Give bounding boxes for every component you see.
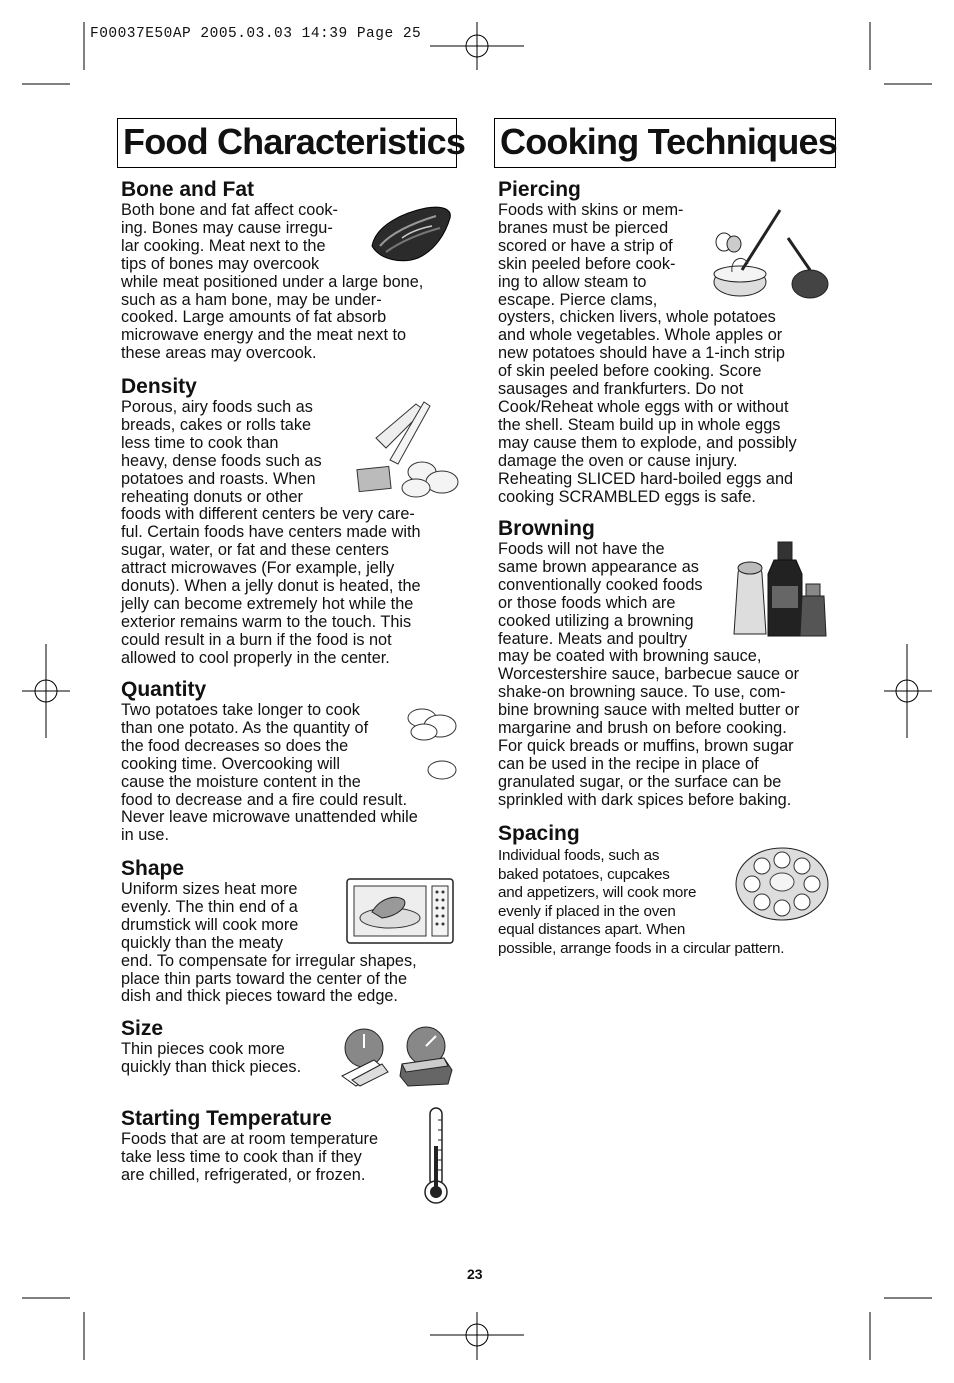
density-text: Porous, airy foods such as breads, cakes or rolls take less time to cook than heavy, dense foods such as potatoes and roasts. When reheating donuts or other foods with different centers be very care- ful. Certain foods have centers made with sugar, water, or fat and these centers attract microwaves (For example, jelly donuts). When a jelly donut is heated, the jelly can become extremely hot while the exterior remains warm to the touch. This could result in a burn if the food is not allowed to cool properly in the center.: [121, 398, 421, 667]
spacing-heading: Spacing: [498, 822, 580, 845]
size-heading: Size: [121, 1017, 164, 1040]
bone-and-fat-heading: Bone and Fat: [121, 178, 255, 201]
shape-heading: Shape: [121, 857, 185, 880]
circular-arrangement-illustration: [734, 846, 832, 924]
browning-text: Foods will not have the same brown appearance as conventionally cooked foods or those foods which are cooked utilizing a browning feature. Meats and poultry may be coated with browning sauce, Worcestershire sauce, barbecue sauce or shake-on browning sauce. To use, com- bine browning sauce with melted butter or margarine and brush on before cooking. For quick breads or muffins, brown sugar can be used in the recipe in place of granulated sugar, or the surface can be sprinkled with dark spices before baking.: [498, 540, 800, 809]
starting-temperature-heading: Starting Temperature: [121, 1107, 332, 1130]
bone-and-fat-text: Both bone and fat affect cook- ing. Bones may cause irregu- lar cooking. Meat next to the tips of bones may overcook while meat positioned under a large bone, such as a ham bone, may be under- cooked. Large amounts of fat absorb microwave energy and the meat next to these areas may overcook.: [121, 201, 424, 363]
page-number: 23: [467, 1266, 483, 1282]
whisk-bowl-and-pan-illustration: [708, 202, 834, 302]
steak-illustration: [366, 202, 456, 264]
shape-text: Uniform sizes heat more evenly. The thin end of a drumstick will cook more quickly than the meaty end. To compensate for irregular shapes, place thin parts toward the center of the dish and thick pieces toward the edge.: [121, 880, 417, 1006]
quantity-heading: Quantity: [121, 678, 207, 701]
clocks-and-food-illustration: [338, 1026, 458, 1088]
starting-temperature-text: Foods that are at room temperature take less time to cook than if they are chilled, refrigerated, or frozen.: [121, 1130, 379, 1184]
piercing-heading: Piercing: [498, 178, 581, 201]
potatoes-illustration: [404, 704, 458, 784]
density-heading: Density: [121, 375, 197, 398]
food-characteristics-title: Food Characteristics: [117, 118, 457, 168]
cooking-techniques-title: Cooking Techniques: [494, 118, 836, 168]
print-slug: F00037E50AP 2005.03.03 14:39 Page 25: [90, 26, 422, 42]
sauce-bottles-illustration: [728, 538, 832, 640]
bread-and-potatoes-illustration: [354, 398, 460, 500]
piercing-text: Foods with skins or mem- branes must be pierced scored or have a strip of skin peeled before cook- ing to allow steam to escape. Pierce clams, oysters, chicken livers, whole potatoes and whole vegetables. Whole apples or new potatoes should have a 1-inch strip of skin peeled before cooking. Score sausages and frankfurters. Do not Cook/Reheat whole eggs with or without the shell. Steam build up in whole eggs may cause them to explode, and possibly damage the oven or cause injury. Reheating SLICED hard-boiled eggs and cooking SCRAMBLED eggs is safe.: [498, 201, 797, 506]
thermometer-icon: [420, 1106, 454, 1206]
size-text: Thin pieces cook more quickly than thick pieces.: [121, 1040, 302, 1076]
spacing-text: Individual foods, such as baked potatoes, cupcakes and appetizers, will cook more evenly if placed in the oven equal distances apart. When possible, arrange foods in a circular pattern.: [498, 847, 785, 957]
microwave-illustration: [346, 878, 456, 946]
browning-heading: Browning: [498, 517, 595, 540]
quantity-text: Two potatoes take longer to cook than one potato. As the quantity of the food decreases so does the cooking time. Overcooking will cause the moisture content in the food to decrease and a fire could result. Never leave microwave unattended while in use.: [121, 701, 418, 845]
